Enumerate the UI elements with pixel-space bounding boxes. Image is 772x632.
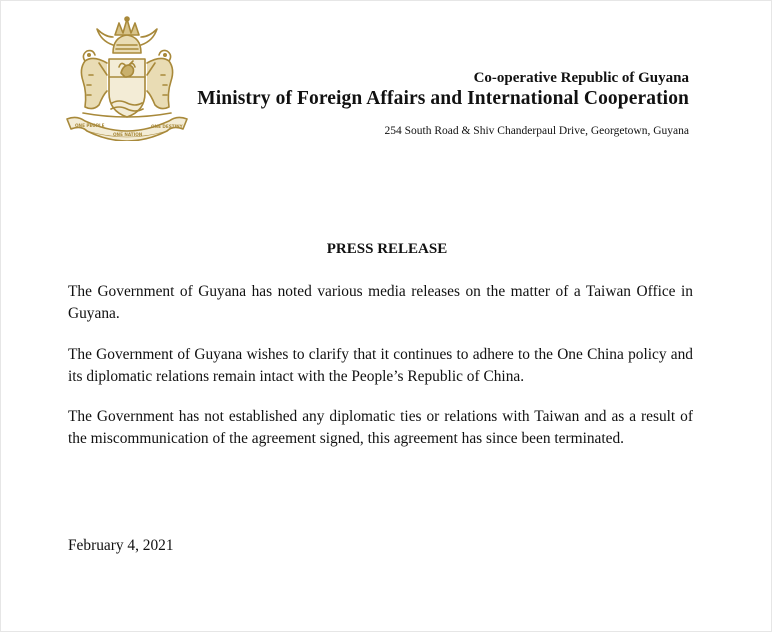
svg-text:ONE DESTINY: ONE DESTINY <box>151 124 183 129</box>
paragraph-2: The Government of Guyana wishes to clarify that it continues to adhere to the One China policy and its diplomatic relations remain intact with the People’s Republic of China. <box>68 346 693 385</box>
svg-text:ONE PEOPLE: ONE PEOPLE <box>75 123 105 128</box>
coat-of-arms-icon <box>63 15 191 141</box>
release-date: February 4, 2021 <box>68 537 174 554</box>
document-title: PRESS RELEASE <box>326 241 448 257</box>
ministry-address: 254 South Road & Shiv Chanderpaul Drive, Georgetown, Guyana <box>384 125 689 137</box>
letterhead <box>197 69 689 138</box>
ministry-name: Ministry of Foreign Affairs and International Cooperation <box>197 88 689 109</box>
paragraph-1: The Government of Guyana has noted various media releases on the matter of a Taiwan Office in Guyana. <box>68 283 693 322</box>
paragraph-3: The Government has not established any diplomatic ties or relations with Taiwan and as a result of the miscommunication of the agreement signed, this agreement has since been terminated. <box>68 408 693 447</box>
republic-name: Co-operative Republic of Guyana <box>473 70 689 86</box>
svg-text:ONE NATION: ONE NATION <box>113 132 143 137</box>
